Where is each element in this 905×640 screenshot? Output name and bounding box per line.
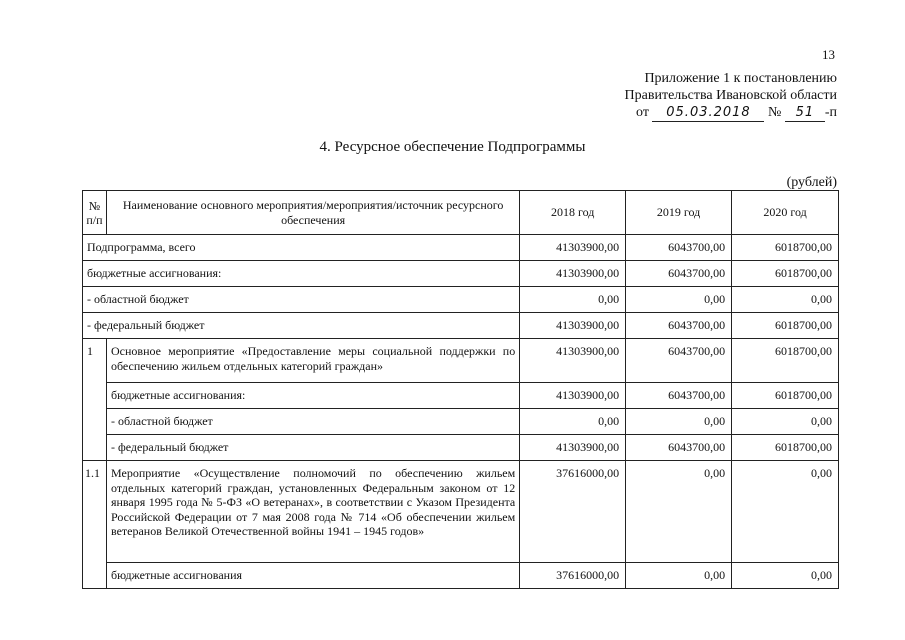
cell-2020: 0,00 [732, 287, 839, 313]
number-label: № [767, 105, 782, 120]
cell-2018: 41303900,00 [520, 339, 626, 383]
table-row [83, 313, 839, 339]
cell-2018: 0,00 [520, 409, 626, 435]
table-row [83, 409, 839, 435]
cell-2020: 6018700,00 [732, 435, 839, 461]
row-name: бюджетные ассигнования: [83, 261, 520, 287]
header-2019: 2019 год [626, 191, 732, 235]
cell-2019: 6043700,00 [626, 435, 732, 461]
cell-2020: 6018700,00 [732, 339, 839, 383]
table-row [83, 339, 839, 383]
page-number: 13 [822, 47, 835, 62]
appendix-block [625, 70, 837, 122]
cell-2018: 41303900,00 [520, 235, 626, 261]
table-header-row [83, 191, 839, 235]
appendix-line2: Правительства Ивановской области [624, 88, 837, 103]
header-num: № п/п [83, 191, 107, 235]
cell-2019: 0,00 [626, 461, 732, 563]
cell-2018: 37616000,00 [520, 563, 626, 589]
header-name: Наименование основного мероприятия/мероприятия/источник ресурсного обеспечения [106, 191, 519, 235]
appendix-line3 [625, 104, 837, 122]
appendix-line1: Приложение 1 к постановлению [644, 71, 837, 86]
cell-2019: 0,00 [626, 287, 732, 313]
table-row [83, 235, 839, 261]
cell-2020: 6018700,00 [732, 235, 839, 261]
row-name: бюджетные ассигнования: [106, 383, 519, 409]
cell-2020: 6018700,00 [732, 261, 839, 287]
row-name: - федеральный бюджет [83, 313, 520, 339]
cell-2018: 41303900,00 [520, 435, 626, 461]
section-heading: 4. Ресурсное обеспечение Подпрограммы [319, 139, 586, 155]
row-name: Основное мероприятие «Предоставление меры социальной поддержки по обеспечению жильем отдельных категорий граждан» [106, 339, 519, 383]
cell-2018: 41303900,00 [520, 383, 626, 409]
row-index: 1 [83, 339, 107, 461]
cell-2019: 6043700,00 [626, 313, 732, 339]
table-row [83, 287, 839, 313]
row-name: - областной бюджет [83, 287, 520, 313]
cell-2020: 0,00 [732, 409, 839, 435]
table-row [83, 261, 839, 287]
row-index: 1.1 [83, 461, 107, 589]
cell-2018: 0,00 [520, 287, 626, 313]
row-name: - федеральный бюджет [106, 435, 519, 461]
table-row [83, 435, 839, 461]
cell-2019: 6043700,00 [626, 261, 732, 287]
cell-2019: 0,00 [626, 563, 732, 589]
number-suffix: -п [824, 105, 837, 120]
row-name: Подпрограмма, всего [83, 235, 520, 261]
row-name: - областной бюджет [106, 409, 519, 435]
cell-2020: 0,00 [732, 461, 839, 563]
cell-2019: 0,00 [626, 409, 732, 435]
cell-2018: 41303900,00 [520, 313, 626, 339]
cell-2019: 6043700,00 [626, 235, 732, 261]
row-name: бюджетные ассигнования [106, 563, 519, 589]
units-label: (рублей) [786, 175, 837, 190]
from-label: от [636, 105, 649, 120]
row-name: Мероприятие «Осуществление полномочий по обеспечению жильем отдельных категорий граждан, установленных Федеральным законом от 12 января 1995 года № 5-ФЗ «О ветеранах», в соответствии с Указом Президента Российской Федерации от 7 мая 2008 года № 714 «Об обеспечении жильем ветеранов Великой Отечественной войны 1941 – 1945 годов» [106, 461, 519, 563]
handwritten-date: 05.03.2018 [652, 104, 764, 122]
cell-2020: 6018700,00 [732, 313, 839, 339]
table-row [83, 563, 839, 589]
cell-2019: 6043700,00 [626, 339, 732, 383]
cell-2018: 37616000,00 [520, 461, 626, 563]
header-2018: 2018 год [520, 191, 626, 235]
table-row [83, 461, 839, 563]
cell-2020: 0,00 [732, 563, 839, 589]
cell-2020: 6018700,00 [732, 383, 839, 409]
cell-2019: 6043700,00 [626, 383, 732, 409]
header-2020: 2020 год [732, 191, 839, 235]
table-row [83, 383, 839, 409]
handwritten-number: 51 [785, 104, 825, 122]
resource-table [82, 190, 839, 589]
cell-2018: 41303900,00 [520, 261, 626, 287]
